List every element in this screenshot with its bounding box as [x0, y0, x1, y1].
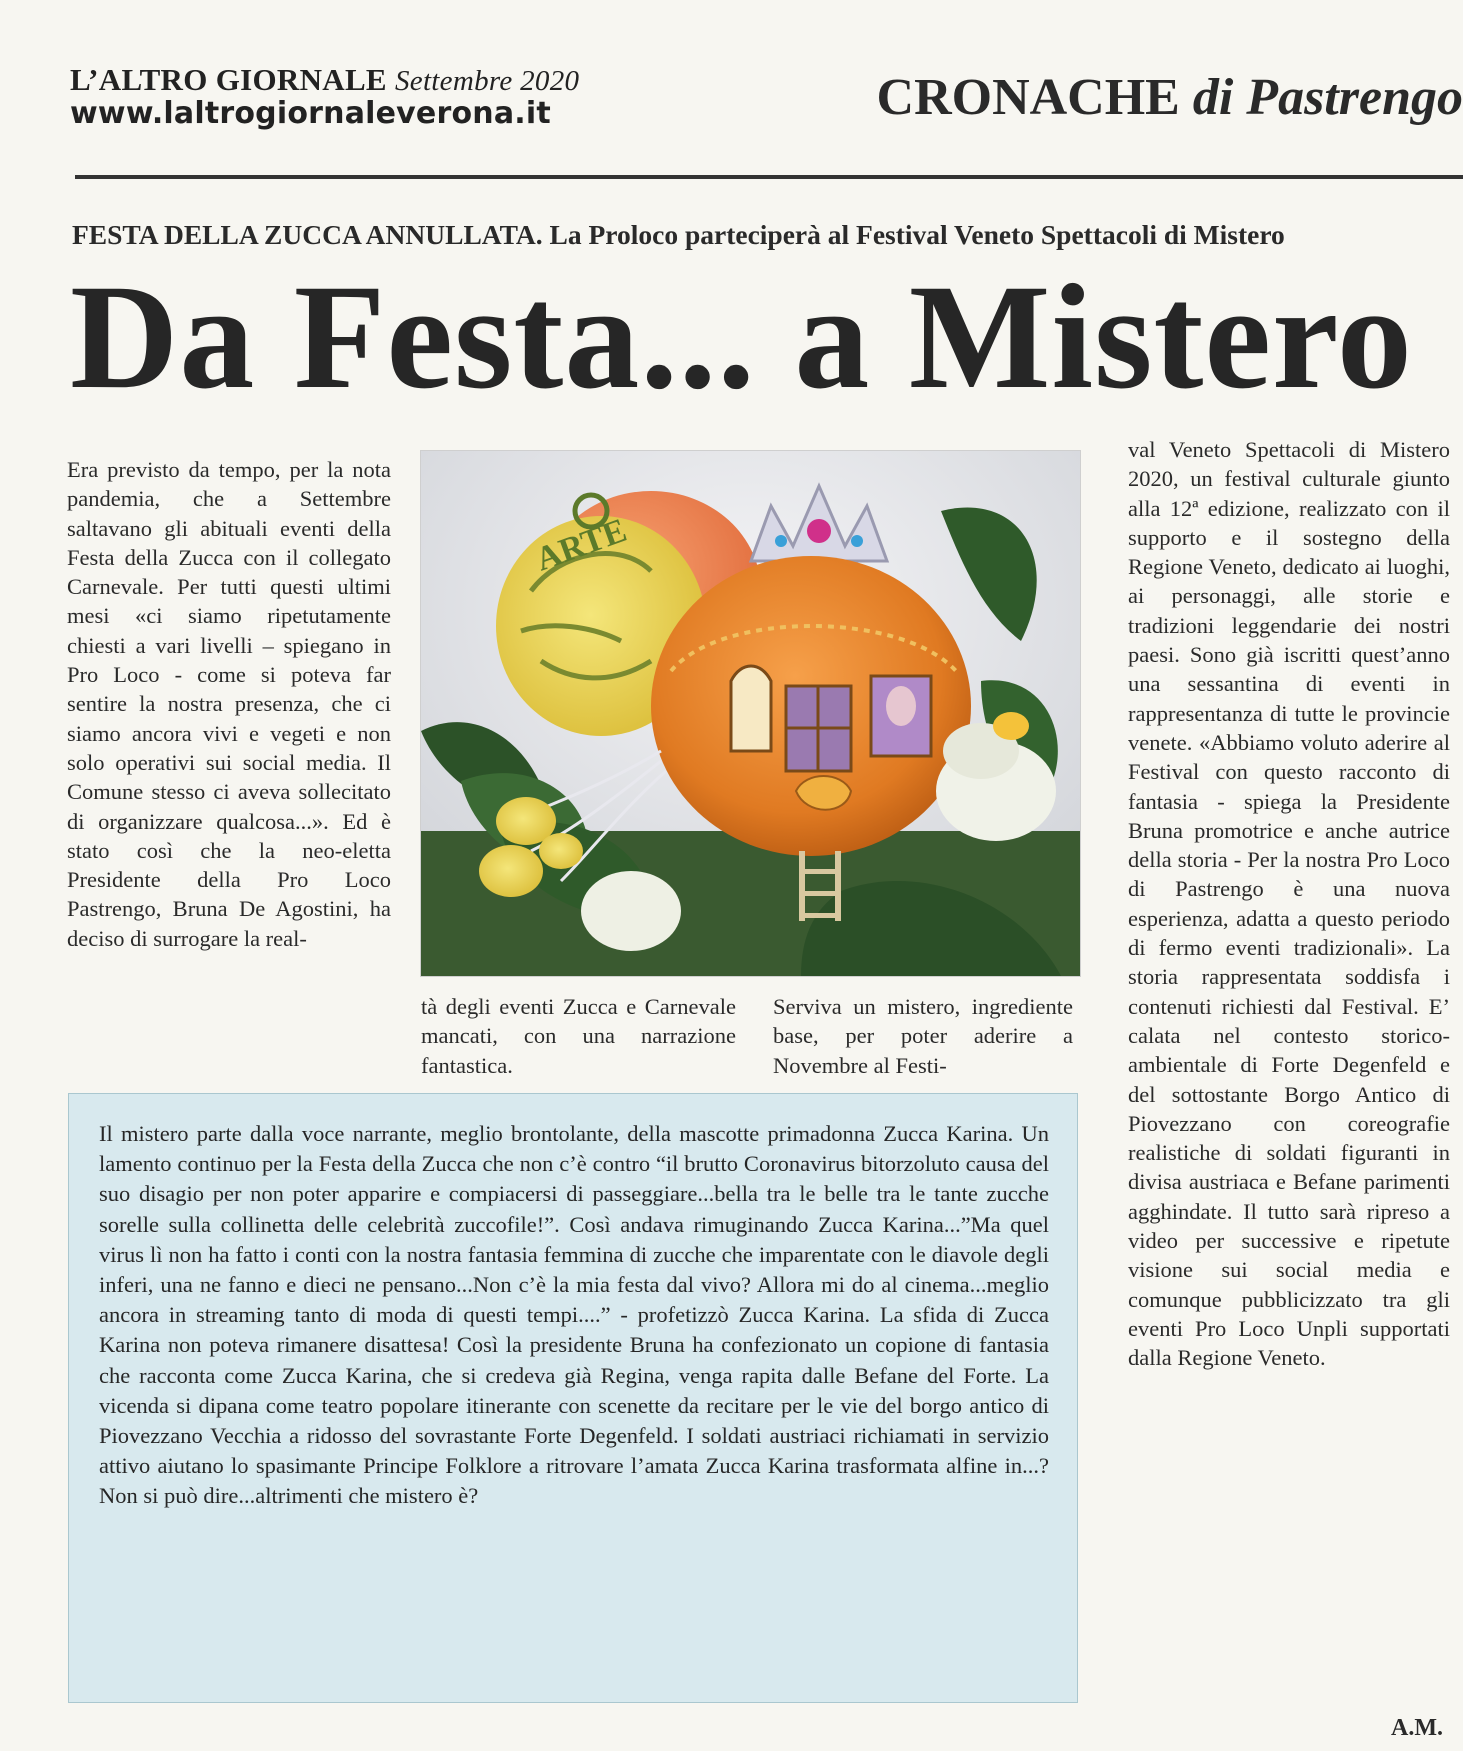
boxed-story-text: Il mistero parte dalla voce narrante, meglio brontolante, della mascotte primadonna Zucca Karina. Un lamento continuo per la Festa della Zucca che non c’è contro “il brutto Coronavirus bitorzoluto causa del suo disagio per non poter apparire e compiacersi di passeggiare...bella tra le belle tra le tante zucche sorelle sulla collinetta delle celebrità zuccofile!”. Così andava rimuginando Zucca Karina...”Ma quel virus lì non ha fatto i conti con la nostra fantasia femmina di zucche che imparentate con le diavole degli inferi, una ne fanno e dieci ne pensano...Non c’è la mia festa dal vivo? Allora mi do al cinema...meglio ancora in streaming tanto di moda di questi tempi....” - profetizzò Zucca Karina. La sfida di Zucca Karina non poteva rimanere disattesa! Così la presidente Bruna ha confezionato un copione di fantasia che racconta come Zucca Karina, che si credeva già Regina, venga rapita dalle Befane del Forte. La vicenda si dipana come teatro popolare itinerante con scenette da recitare per le vie del borgo antico di Piovezzano Vecchia a ridosso del sovrastante Forte Degenfeld. I soldati austriaci richiamati in servizio attivo aiutano lo spasimante Principe Folklore a ritrovare l’amata Zucca Karina trasformata alfine in...? Non si può dire...altrimenti che mistero è?	[99, 1121, 1049, 1509]
article-column-4: val Veneto Spettacoli di Mistero 2020, un festival culturale giunto alla 12ª edizione, realizzato con il supporto e il sostegno della Regione Veneto, dedicato ai luoghi, ai personaggi, alle storie e tradizioni leggendarie dei nostri paesi. Sono già iscritti quest’anno una sessantina di eventi in rappresentanza di tutte le provincie venete. «Abbiamo voluto aderire al Festival con questo racconto di fantasia - spiega la Presidente Bruna promotrice e anche autrice della storia - Per la nostra Pro Loco di Pastrengo è una nuova esperienza, adatta a questo periodo di fermo eventi tradizionali». La storia rappresentata soddisfa i contenuti richiesti dal Festival. E’ calata nel contesto storico-ambientale di Forte Degenfeld e del sottostante Borgo Antico di Piovezzano con coreografie realistiche di soldati figuranti in divisa austriaca e Befane parimenti agghindate. Il tutto sarà ripreso a video per successive e ripetute visione sui social media e comunque pubblicizzato tra gli eventi Pro Loco Unpli supportati dalla Regione Veneto.	[1128, 437, 1450, 1371]
section-main: CRONACHE	[876, 69, 1180, 126]
author-signature: A.M.	[1391, 1715, 1443, 1741]
publication-date: Settembre 2020	[394, 65, 580, 97]
article-column-3: Serviva un mistero, ingrediente base, per poter aderire a Novembre al Festi-	[773, 994, 1073, 1078]
carved-text: ARTE	[531, 511, 632, 579]
publication-title: L’ALTRO GIORNALE	[70, 62, 387, 97]
article-column-2: tà degli eventi Zucca e Carnevale mancati, con una narrazione fantastica.	[421, 994, 736, 1078]
pumpkin-carriage-image	[421, 451, 1080, 976]
article-column-1: Era previsto da tempo, per la nota pandemia, che a Settembre saltavano gli abituali eventi della Festa della Zucca con il collegato Carnevale. Per tutti questi ultimi mesi «ci siamo ripetutamente chiesti a vari livelli – spiegano in Pro Loco - come si poteva far sentire la nostra presenza, che ci siamo ancora vivi e vegeti e non solo operativi sui social media. Il Comune stesso ci aveva sollecitato di organizzare qualcosa...». Ed è stato così che la neo-eletta Presidente della Pro Loco Pastrengo, Bruna De Agostini, ha deciso di surrogare la real-	[67, 457, 391, 951]
article-photo	[420, 450, 1081, 977]
publication-name	[70, 62, 579, 98]
section-title	[877, 68, 1463, 127]
article-kicker: FESTA DELLA ZUCCA ANNULLATA. La Proloco parteciperà al Festival Veneto Spettacoli di Mistero	[72, 219, 1285, 250]
publication-url: www.laltrogiornaleverona.it	[70, 96, 551, 131]
masthead-left	[70, 62, 579, 131]
section-place: di Pastrengo	[1192, 69, 1463, 126]
header-divider	[75, 175, 1463, 179]
boxed-story	[68, 1093, 1078, 1703]
article-headline: Da Festa... a Mistero	[70, 254, 1413, 420]
